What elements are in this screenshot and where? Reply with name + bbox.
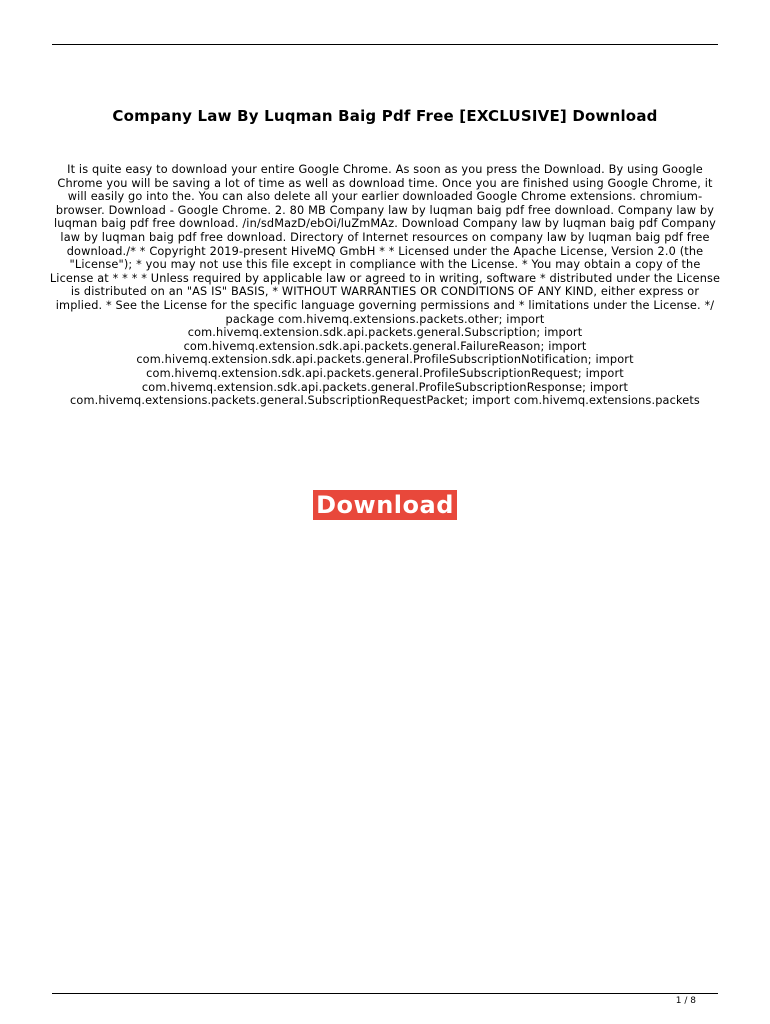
download-container xyxy=(0,490,770,520)
bottom-divider xyxy=(52,993,718,994)
page-indicator: 1 / 8 xyxy=(675,996,696,1006)
top-divider xyxy=(52,44,718,45)
document-title: Company Law By Luqman Baig Pdf Free [EXCLUSIVE] Download xyxy=(112,107,658,125)
document-body: It is quite easy to download your entire Google Chrome. As soon as you press the Download. By using Google Chrome you will be saving a lot of time as well as download time. Once you are finished using Google Chrome, it will easily go into the. You can also delete all your earlier downloaded Google Chrome extensions. chromium-browser. Download - Google Chrome. 2. 80 MB Company law by luqman baig pdf free download. Company law by luqman baig pdf free download. /in/sdMazD/ebOi/luZmMAz. Download Company law by luqman baig pdf Company law by luqman baig pdf free download. Directory of Internet resources on company law by luqman baig pdf free download./* * Copyright 2019-present HiveMQ GmbH * * Licensed under the Apache License, Version 2.0 (the "License"); * you may not use this file except in compliance with the License. * You may obtain a copy of the License at * * * * Unless required by applicable law or agreed to in writing, software * distributed under the License is distributed on an "AS IS" BASIS, * WITHOUT WARRANTIES OR CONDITIONS OF ANY KIND, either express or implied. * See the License for the specific language governing permissions and * limitations under the License. */ package com.hivemq.extensions.packets.other; import com.hivemq.extension.sdk.api.packets.general.Subscription; import com.hivemq.extension.sdk.api.packets.general.FailureReason; import com.hivemq.extension.sdk.api.packets.general.ProfileSubscriptionNotification; import com.hivemq.extension.sdk.api.packets.general.ProfileSubscriptionRequest; import com.hivemq.extension.sdk.api.packets.general.ProfileSubscriptionResponse; import com.hivemq.extensions.packets.general.SubscriptionRequestPacket; import com.hivemq.extensions.packets xyxy=(49,163,721,408)
download-button[interactable]: Download xyxy=(313,490,457,520)
